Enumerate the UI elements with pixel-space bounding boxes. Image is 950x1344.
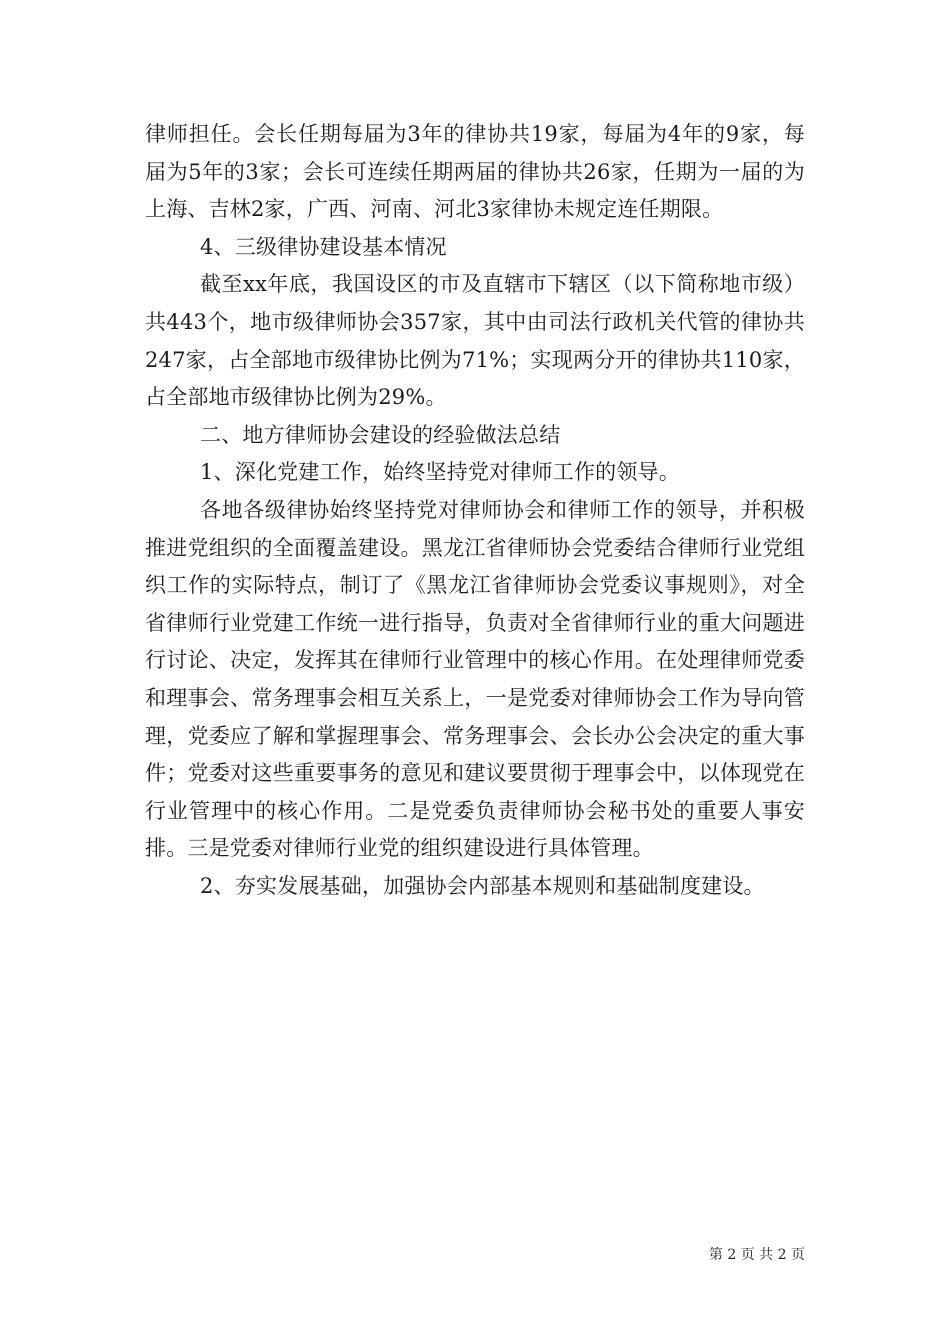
paragraph-city-level-stats: 截至xx年底，我国设区的市及直辖市下辖区（以下简称地市级）共443个，地市级律师协会357家，其中由司法行政机关代管的律协共247家，占全部地市级律协比例为71%；实现两分开的律协共110家，占全部地市级律协比例为29%。	[145, 272, 805, 410]
page-number-footer: 第 2 页 共 2 页	[708, 1247, 805, 1263]
heading-party-building: 1、深化党建工作，始终坚持党对律师工作的领导。	[200, 460, 680, 485]
document-body	[145, 116, 805, 905]
paragraph-term-limits: 律师担任。会长任期每届为3年的律协共19家，每届为4年的9家，每届为5年的3家；会长可连续任期两届的律协共26家，任期为一届的为上海、吉林2家，广西、河南、河北3家律协未规定连任期限。	[145, 122, 805, 222]
heading-foundation-building: 2、夯实发展基础，加强协会内部基本规则和基础制度建设。	[200, 873, 765, 898]
heading-section-two: 二、地方律师协会建设的经验做法总结	[200, 422, 561, 447]
paragraph-party-leadership: 各地各级律协始终坚持党对律师协会和律师工作的领导，并积极推进党组织的全面覆盖建设。黑龙江省律师协会党委结合律师行业党组织工作的实际特点，制订了《黑龙江省律师协会党委议事规则》，对全省律师行业党建工作统一进行指导，负责对全省律师行业的重大问题进行讨论、决定，发挥其在律师行业管理中的核心作用。在处理律师党委和理事会、常务理事会相互关系上，一是党委对律师协会工作为导向管理，党委应了解和掌握理事会、常务理事会、会长办公会决定的重大事件；党委对这些重要事务的意见和建议要贯彻于理事会中，以体现党在行业管理中的核心作用。二是党委负责律师协会秘书处的重要人事安排。三是党委对律师行业党的组织建设进行具体管理。	[145, 497, 805, 861]
heading-three-level-associations: 4、三级律协建设基本情况	[200, 234, 447, 259]
